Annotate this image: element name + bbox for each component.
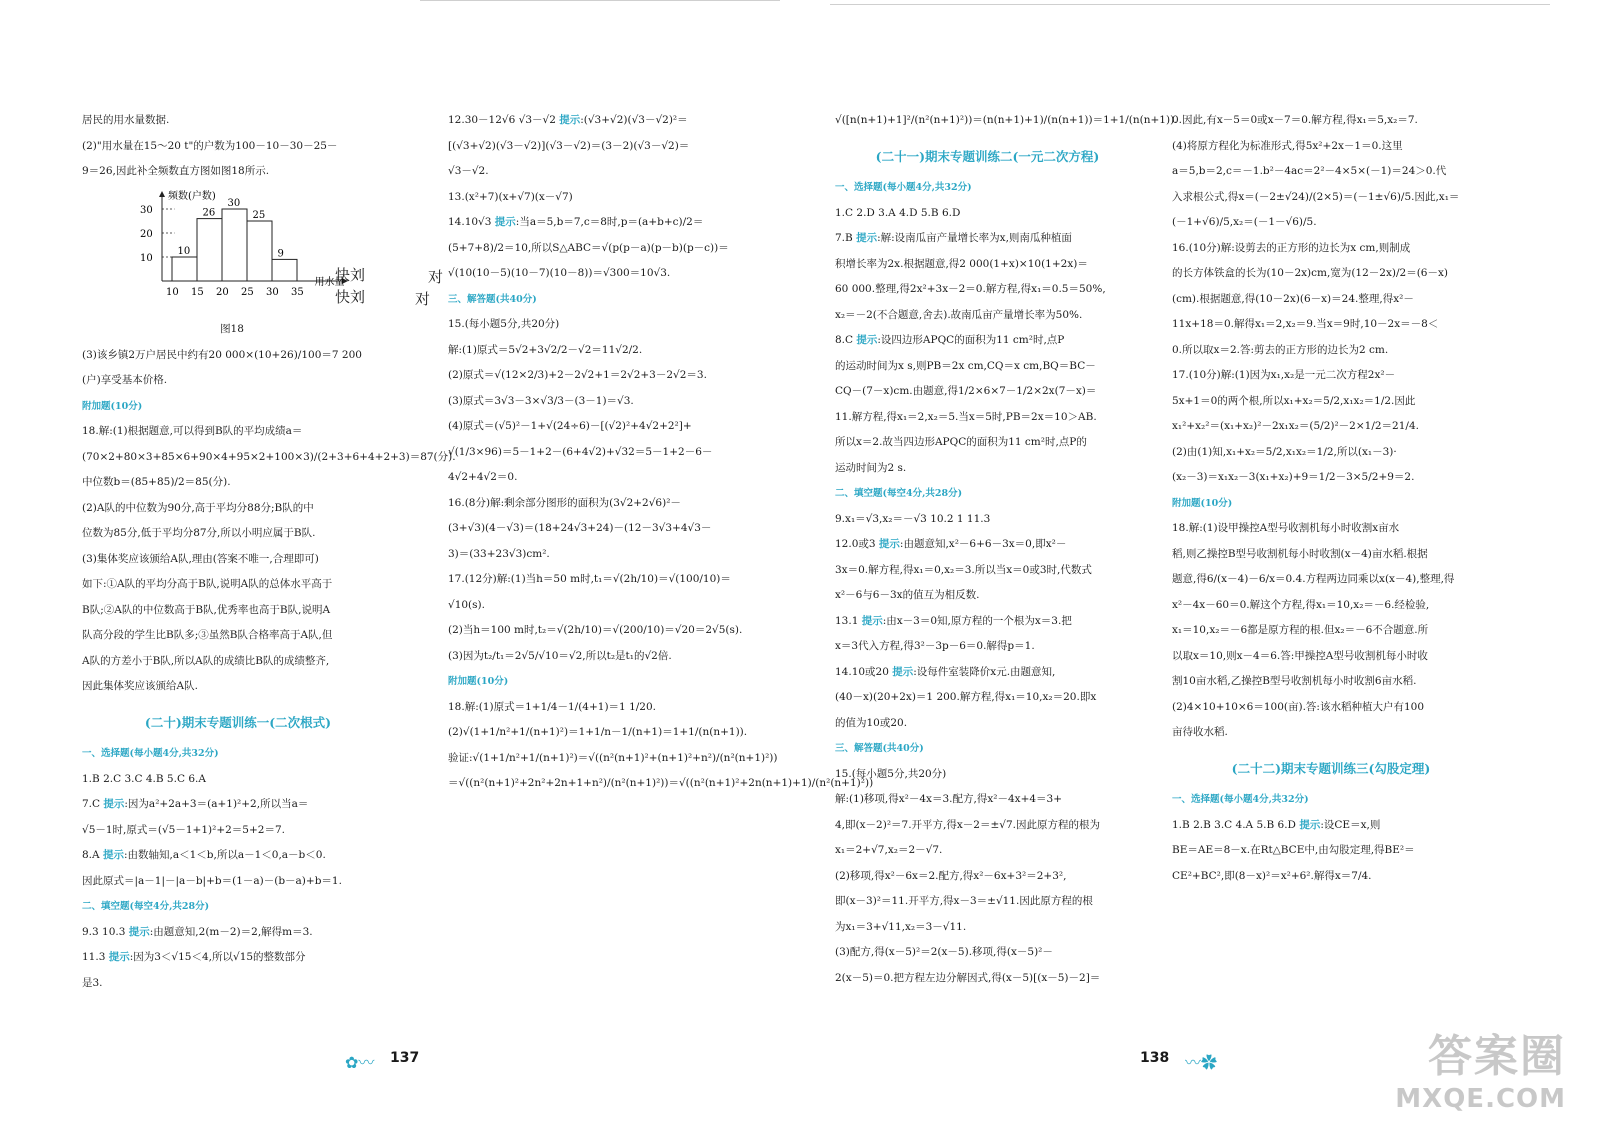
text-line: √3－√2. bbox=[448, 165, 489, 177]
section-title: (二十一)期末专题训练二(一元二次方程) bbox=[875, 148, 1100, 164]
choice-title: 一、选择题(每小题4分,共32分) bbox=[1172, 794, 1309, 805]
text-line: (3+√3)(4－√3)＝(18+24√3+24)－(12－3√3+4√3－ bbox=[448, 522, 712, 534]
text-line: x₁＝2+√7,x₂＝2－√7. bbox=[835, 844, 943, 856]
text-line: 即(x－3)²＝11.开平方,得x－3＝±√11.因此原方程的根 bbox=[835, 895, 1093, 907]
text-line: 因此原式＝|a－1|－|a－b|+b＝(1－a)－(b－a)+b＝1. bbox=[82, 874, 342, 887]
text-line: (3)配方,得(x－5)²＝2(x－5).移项,得(x－5)²－ bbox=[835, 946, 1053, 958]
text-line: 18.解:(1)设甲操控A型号收割机每小时收割x亩水 bbox=[1172, 522, 1400, 534]
text-line: A队的方差小于B队,所以A队的成绩比B队的成绩整齐, bbox=[82, 654, 330, 667]
stray-mark: 快刘 bbox=[335, 266, 366, 284]
histogram-bar bbox=[172, 257, 197, 281]
text-line: ＝√((n²(n+1)²+2n²+2n+1+n²)/(n²(n+1)²))＝√((n²(n+1)²+2n(n+1)+1)/(n²(n+1)²)) bbox=[448, 777, 874, 789]
bonus-title: 附加题(10分) bbox=[448, 676, 509, 687]
bar-value-label: 30 bbox=[227, 197, 241, 209]
text-line: x₁²+x₂²＝(x₁+x₂)²－2x₁x₂＝(5/2)²－2×1/2＝21/4. bbox=[1172, 420, 1419, 432]
y-axis-arrow bbox=[159, 191, 165, 197]
text-line: (70×2+80×3+85×6+90×4+95×2+100×3)/(2+3+6+4+2+3)＝87(分). bbox=[82, 450, 456, 463]
text-line: (2)√(1+1/n²+1/(n+1)²)＝1+1/n－1/(n+1)＝1+1/(n(n+1)). bbox=[448, 726, 748, 738]
text-line: 3)＝(33+23√3)cm². bbox=[448, 547, 550, 560]
text-line: 13.(x²+7)(x+√7)(x－√7) bbox=[448, 190, 573, 203]
section-title: (二十)期末专题训练一(二次根式) bbox=[144, 714, 332, 730]
top-rule-right bbox=[830, 4, 1550, 5]
text-line: 解:(1)原式＝5√2+3√2/2－√2＝11√2/2. bbox=[448, 343, 643, 356]
histogram-bar bbox=[247, 221, 272, 281]
page-number-left: 137 bbox=[390, 1050, 420, 1066]
text-line: 的值为10或20. bbox=[835, 716, 908, 729]
text-line: (－1+√6)/5,x₂＝(－1－√6)/5. bbox=[1172, 216, 1317, 228]
leaf-ornament-icon: ✿〰 bbox=[345, 1053, 375, 1072]
text-line: 16.(10分)解:设剪去的正方形的边长为x cm,则制成 bbox=[1172, 241, 1411, 254]
text-line: 14.10或20 提示:设每件室装降价x元.由题意知, bbox=[835, 665, 1056, 678]
text-line: 18.解:(1)根据题意,可以得到B队的平均成绩a＝ bbox=[82, 425, 303, 437]
text-line: 题意,得6/(x－4)－6/x＝0.4.方程两边同乘以x(x－4),整理,得 bbox=[1172, 573, 1455, 585]
text-line: (3)该乡镇2万户居民中约有20 000×(10+26)/100＝7 200 bbox=[82, 348, 362, 361]
text-line: x＝3代入方程,得3²－3p－6＝0.解得p＝1. bbox=[835, 640, 1035, 652]
histogram-bar bbox=[222, 209, 247, 281]
text-line: CQ－(7－x)cm.由题意,得1/2×6×7－1/2×2x(7－x)＝ bbox=[835, 385, 1097, 397]
text-line: 11.3 提示:因为3＜√15＜4,所以√15的整数部分 bbox=[82, 951, 306, 963]
text-line: 12.0或3 提示:由题意知,x²－6+6－3x＝0,即x²－ bbox=[835, 538, 1067, 550]
y-tick-label: 30 bbox=[140, 204, 153, 216]
bar-value-label: 25 bbox=[252, 209, 266, 221]
text-line: x²－6与6－3x的值互为相反数. bbox=[835, 589, 980, 601]
text-line: (2)A队的中位数为90分,高于平均分88分;B队的中 bbox=[82, 501, 314, 514]
column-1 bbox=[82, 108, 456, 996]
x-axis-label: 用水量 bbox=[314, 276, 345, 288]
text-line: B队;②A队的中位数高于B队,优秀率也高于B队,说明A bbox=[82, 603, 331, 616]
text-line: 15.(每小题5分,共20分) bbox=[835, 767, 947, 780]
text-line: [(√3+√2)(√3－√2)](√3－√2)＝(3－2)(√3－√2)＝ bbox=[448, 139, 690, 152]
text-line: (户)享受基本价格. bbox=[82, 374, 168, 386]
text-line: (2)由(1)知,x₁+x₂＝5/2,x₁x₂＝1/2,所以(x₁－3)· bbox=[1172, 445, 1397, 458]
text-line: (2)移项,得x²－6x＝2.配方,得x²－6x+3²＝2+3², bbox=[835, 869, 1067, 882]
text-line: 是3. bbox=[82, 976, 103, 989]
text-line: 7.B 提示:解:设南瓜亩产量增长率为x,则南瓜种植面 bbox=[835, 232, 1072, 244]
text-line: 7.C 提示:因为a²+2a+3＝(a+1)²+2,所以当a＝ bbox=[82, 798, 309, 810]
text-line: x₂＝－2(不合题意,舍去).故南瓜亩产量增长率为50%. bbox=[835, 308, 1083, 321]
text-line: 如下:①A队的平均分高于B队,说明A队的总体水平高于 bbox=[82, 578, 333, 590]
text-line: 1.C 2.D 3.A 4.D 5.B 6.D bbox=[835, 206, 961, 219]
text-line: 运动时间为2 s. bbox=[835, 461, 907, 474]
x-tick-label: 15 bbox=[191, 286, 204, 298]
column-4 bbox=[1172, 108, 1490, 889]
watermark-url: MXQE.COM bbox=[1395, 1084, 1566, 1114]
text-line: 入求根公式,得x＝(－2±√24)/(2×5)＝(－1±√6)/5.因此,x₁＝ bbox=[1172, 190, 1460, 203]
x-tick-label: 25 bbox=[241, 286, 254, 298]
stray-mark: 对 bbox=[428, 268, 444, 286]
text-line: (4)将原方程化为标准形式,得5x²+2x－1＝0.这里 bbox=[1172, 139, 1403, 152]
histogram-bar bbox=[272, 259, 297, 281]
text-line: 15.(每小题5分,共20分) bbox=[448, 318, 560, 330]
text-line: 验证:√(1+1/n²+1/(n+1)²)＝√((n²(n+1)²+(n+1)²+n²)/(n²(n+1)²)) bbox=[448, 751, 778, 764]
text-line: 17.(12分)解:(1)当h＝50 m时,t₁＝√(2h/10)＝√(100/10)＝ bbox=[448, 573, 731, 585]
text-line: (2)"用水量在15～20 t"的户数为100－10－30－25－ bbox=[82, 139, 338, 152]
text-line: 4,即(x－2)²＝7.开平方,得x－2＝±√7.因此原方程的根为 bbox=[835, 818, 1100, 831]
y-tick-label: 20 bbox=[140, 228, 153, 240]
choice-title: 一、选择题(每小题4分,共32分) bbox=[835, 182, 972, 193]
text-line: x²－4x－60＝0.解这个方程,得x₁＝10,x₂＝－6.经检验, bbox=[1172, 598, 1430, 611]
x-tick-label: 35 bbox=[291, 286, 304, 298]
text-line: 亩待收水稻. bbox=[1172, 726, 1228, 738]
text-line: 的运动时间为x s,则PB＝2x cm,CQ＝x cm,BQ＝BC－ bbox=[835, 359, 1096, 372]
text-line: 积增长率为2x.根据题意,得2 000(1+x)×10(1+2x)＝ bbox=[835, 257, 1088, 270]
answer-title: 三、解答题(共40分) bbox=[835, 743, 924, 754]
x-tick-label: 20 bbox=[216, 286, 229, 298]
text-line: (2)当h＝100 m时,t₂＝√(2h/10)＝√(200/10)＝√20＝2√5(s). bbox=[448, 624, 743, 636]
text-line: 9.3 10.3 提示:由题意知,2(m－2)＝2,解得m＝3. bbox=[82, 925, 313, 938]
text-line: 8.C 提示:设四边形APQC的面积为11 cm²时,点P bbox=[835, 334, 1065, 346]
text-line: 为x₁＝3+√11,x₂＝3－√11. bbox=[835, 920, 967, 933]
text-line: (3)因为t₂/t₁＝2√5/√10＝√2,所以t₂是t₁的√2倍. bbox=[448, 649, 672, 662]
text-line: 以取x＝10,则x－4＝6.答:甲操控A型号收割机每小时收 bbox=[1172, 649, 1428, 662]
column-3 bbox=[835, 108, 1178, 991]
x-tick-label: 10 bbox=[166, 286, 179, 298]
text-line: 的长方体铁盒的长为(10－2x)cm,宽为(12－2x)/2＝(6－x) bbox=[1172, 267, 1448, 279]
text-line: (5+7+8)/2＝10,所以S△ABC＝√(p(p－a)(p－b)(p－c))＝ bbox=[448, 241, 729, 254]
text-line: 16.(8分)解:剩余部分图形的面积为(3√2+2√6)²－ bbox=[448, 496, 681, 509]
text-line: 3x＝0.解方程,得x₁＝0,x₂＝3.所以当x＝0或3时,代数式 bbox=[835, 563, 1092, 576]
figure-caption: 图18 bbox=[220, 323, 244, 335]
bar-value-label: 9 bbox=[277, 247, 284, 259]
text-line: 所以x＝2.故当四边形APQC的面积为11 cm²时,点P的 bbox=[835, 436, 1087, 448]
text-line: BE＝AE＝8－x.在Rt△BCE中,由勾股定理,得BE²＝ bbox=[1172, 844, 1415, 856]
text-line: (2)4×10+10×6＝100(亩).答:该水稻种植大户有100 bbox=[1172, 700, 1424, 713]
text-line: 1.B 2.C 3.C 4.B 5.C 6.A bbox=[82, 772, 206, 785]
text-line: 4√2+4√2＝0. bbox=[448, 471, 518, 483]
choice-title: 一、选择题(每小题4分,共32分) bbox=[82, 748, 219, 759]
text-line: √10(s). bbox=[448, 598, 485, 611]
y-tick-label: 10 bbox=[140, 252, 153, 264]
text-line: (2)原式＝√(12×2/3)+2－2√2+1＝2√2+3－2√2＝3. bbox=[448, 369, 707, 381]
text-line: 因此集体奖应该颁给A队. bbox=[82, 680, 198, 692]
text-line: CE²+BC²,即(8－x)²＝x²+6².解得x＝7/4. bbox=[1172, 869, 1372, 882]
bar-value-label: 26 bbox=[202, 207, 216, 219]
histogram-bar bbox=[197, 218, 222, 280]
text-line: a＝5,b＝2,c＝－1.b²－4ac＝2²－4×5×(－1)＝24＞0.代 bbox=[1172, 165, 1447, 177]
text-line: 11x+18＝0.解得x₁＝2,x₂＝9.当x＝9时,10－2x＝－8＜ bbox=[1172, 318, 1439, 330]
text-line: 17.(10分)解:(1)因为x₁,x₂是一元二次方程2x²－ bbox=[1172, 369, 1396, 381]
bonus-title: 附加题(10分) bbox=[1172, 497, 1233, 509]
text-line: 60 000.整理,得2x²+3x－2＝0.解方程,得x₁＝0.5＝50%, bbox=[835, 283, 1106, 295]
text-line: (3)集体奖应该颁给A队,理由(答案不唯一,合理即可) bbox=[82, 552, 319, 565]
stray-mark: 快刘 bbox=[335, 288, 366, 306]
text-line: 居民的用水量数据. bbox=[82, 114, 170, 126]
text-line: x₁＝10,x₂＝－6都是原方程的根.但x₂＝－6不合题意.所 bbox=[1172, 624, 1429, 636]
text-line: 位数为85分,低于平均分87分,所以小明应属于B队. bbox=[82, 527, 316, 539]
stray-mark: 对 bbox=[415, 290, 431, 308]
text-line: 11.解方程,得x₁＝2,x₂＝5.当x＝5时,PB＝2x＝10＞AB. bbox=[835, 410, 1097, 423]
text-line: 9.x₁＝√3,x₂＝－√3 10.2 1 11.3 bbox=[835, 512, 991, 525]
answer-title: 三、解答题(共40分) bbox=[448, 293, 537, 305]
text-line: √5－1时,原式＝(√5－1+1)²+2＝5+2＝7. bbox=[82, 823, 285, 836]
text-line: 2(x－5)＝0.把方程左边分解因式,得(x－5)[(x－5)－2]＝ bbox=[835, 971, 1101, 984]
text-line: 1.B 2.B 3.C 4.A 5.B 6.D 提示:设CE＝x,则 bbox=[1172, 818, 1381, 831]
watermark-logo bbox=[1366, 1020, 1566, 1114]
y-axis-label: 频数(户数) bbox=[168, 190, 216, 202]
text-line: √(1/3×96)＝5－1+2－(6+4√2)+√32＝5－1+2－6－ bbox=[448, 445, 713, 458]
section-title: (二十二)期末专题训练三(勾股定理) bbox=[1231, 760, 1431, 776]
bonus-title: 附加题(10分) bbox=[82, 400, 143, 412]
text-line: 割10亩水稻,乙操控B型号收割机每小时收割6亩水稻. bbox=[1172, 675, 1417, 687]
text-line: 12.30－12√6 √3－√2 提示:(√3+√2)(√3－√2)²＝ bbox=[448, 114, 688, 126]
fill-title: 二、填空题(每空4分,共28分) bbox=[835, 488, 963, 499]
text-line: √([n(n+1)+1]²/(n²(n+1)²))＝(n(n+1)+1)/(n(n+1))＝1+1/(n(n+1)). bbox=[835, 114, 1178, 126]
text-line: (cm).根据题意,得(10－2x)(6－x)＝24.整理,得x²－ bbox=[1172, 292, 1414, 305]
text-line: 13.1 提示:由x－3＝0知,原方程的一个根为x＝3.把 bbox=[835, 614, 1072, 627]
text-line: 18.解:(1)原式＝1+1/4－1/(4+1)＝1 1/20. bbox=[448, 700, 656, 713]
text-line: (x₂－3)＝x₁x₂－3(x₁+x₂)+9＝1/2－3×5/2+9＝2. bbox=[1172, 471, 1415, 483]
text-line: 队高分段的学生比B队多;③虽然B队合格率高于A队,但 bbox=[82, 629, 333, 641]
text-line: 9＝26,因此补全频数直方图如图18所示. bbox=[82, 165, 270, 177]
text-line: 0.所以取x＝2.答:剪去的正方形的边长为2 cm. bbox=[1172, 343, 1389, 356]
text-line: 5x+1＝0的两个根,所以x₁+x₂＝5/2,x₁x₂＝1/2.因此 bbox=[1172, 394, 1416, 407]
text-line: (3)原式＝3√3－3×√3/3－(3－1)＝√3. bbox=[448, 394, 634, 407]
text-line: 8.A 提示:由数轴知,a＜1＜b,所以a－1＜0,a－b＜0. bbox=[82, 849, 326, 861]
text-line: 0.因此,有x－5＝0或x－7＝0.解方程,得x₁＝5,x₂＝7. bbox=[1172, 114, 1418, 126]
text-line: 稻,则乙操控B型号收割机每小时收割(x－4)亩水稻.根据 bbox=[1172, 547, 1428, 560]
leaf-ornament-icon: 〰✿ bbox=[1185, 1053, 1218, 1072]
text-line: √(10(10－5)(10－7)(10－8))＝√300＝10√3. bbox=[448, 267, 671, 279]
text-line: 14.10√3 提示:当a＝5,b＝7,c＝8时,p＝(a+b+c)/2＝ bbox=[448, 216, 704, 228]
watermark-text: 答案圈 bbox=[1428, 1031, 1566, 1082]
text-line: 解:(1)移项,得x²－4x＝3.配方,得x²－4x+4＝3+ bbox=[835, 793, 1063, 805]
page-number-right: 138 bbox=[1140, 1050, 1170, 1066]
bar-value-label: 10 bbox=[177, 245, 191, 257]
text-line: (4)原式＝(√5)²－1+√(24÷6)－[(√2)²+4√2+2²]+ bbox=[448, 420, 692, 432]
x-tick-label: 30 bbox=[266, 286, 279, 298]
fill-title: 二、填空题(每空4分,共28分) bbox=[82, 901, 210, 912]
text-line: 中位数b＝(85+85)/2＝85(分). bbox=[82, 476, 231, 488]
top-rule-left bbox=[420, 0, 780, 1]
text-line: (40－x)(20+2x)＝1 200.解方程,得x₁＝10,x₂＝20.即x bbox=[835, 691, 1097, 703]
